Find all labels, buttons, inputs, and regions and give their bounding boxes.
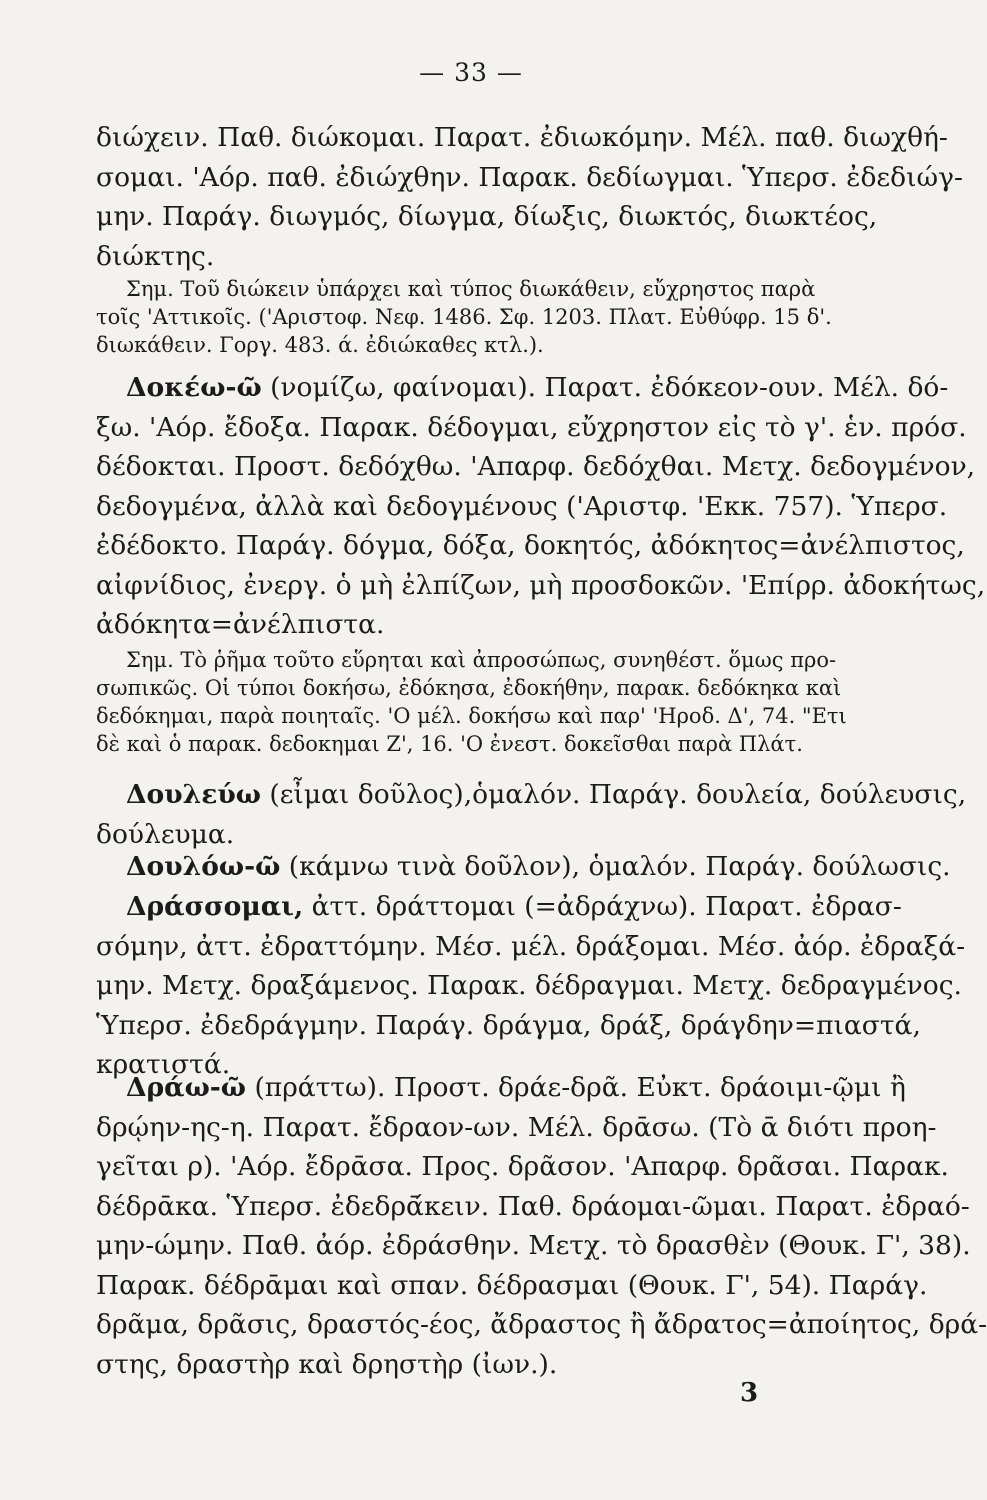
text-line (96, 487, 948, 527)
headword: Δουλόω-ῶ (126, 851, 281, 882)
text-line (96, 646, 836, 674)
text-line (96, 158, 963, 198)
headword: Δράω-ῶ (126, 1072, 247, 1103)
line-text: Σημ. Τοῦ διώκειν ὑπάρχει καὶ τύπος διωκάθειν, εὔχρηστος παρὰ (126, 277, 816, 301)
headword: Δουλεύω (126, 779, 261, 810)
text-line (96, 1266, 928, 1306)
text-line (96, 447, 976, 487)
note-paragraph (96, 275, 836, 359)
line-text: σωπικῶς. Οἱ τύποι δοκήσω, ἐδόκησα, ἐδοκήθην, παρακ. δεδόκηκα καὶ (96, 676, 842, 700)
line-text: κρατιστά. (96, 1049, 231, 1080)
text-line (96, 1305, 987, 1345)
line-text: διώκτης. (96, 240, 215, 272)
text-line (96, 605, 836, 645)
line-text: τοῖς 'Αττικοῖς. ('Αριστοφ. Νεφ. 1486. Σφ. 1203. Πλατ. Εὐθύφρ. 15 δ'. (96, 305, 832, 329)
entry-paragraph (96, 368, 986, 645)
signature-mark: 3 (740, 1378, 759, 1408)
line-text: αἰφνίδιος, ἐνεργ. ὁ μὴ ἐλπίζων, μὴ προσδοκῶν. 'Επίρρ. ἀδοκήτως, (96, 569, 986, 601)
line-text: δούλευμα. (96, 818, 235, 850)
text-line (96, 368, 949, 408)
line-text: δρῴην-ης-η. Παρατ. ἔδραον-ων. Μέλ. δρᾱσω. (Τὸ ᾱ διότι προη- (96, 1111, 937, 1143)
line-text: (νομίζω, φαίνομαι). Παρατ. ἐδόκεον-ουν. Μέλ. δό- (261, 372, 949, 403)
line-text: Ὑπερσ. ἐδεδράγμην. Παράγ. δράγμα, δράξ, δράγδην=πιαστά, (96, 1009, 921, 1041)
text-line (96, 118, 948, 158)
line-text: μην. Παράγ. διωγμός, δίωγμα, δίωξις, διωκτός, διωκτέος, (96, 201, 878, 232)
line-text: Σημ. Τὸ ῥῆμα τοῦτο εὕρηται καὶ ἀπροσώπως, συνηθέστ. ὅμως προ- (126, 648, 837, 672)
text-line (96, 566, 986, 606)
line-text: δεδογμένα, ἀλλὰ καὶ δεδογμένους ('Αριστφ. 'Εκκ. 757). Ὑπερσ. (96, 490, 948, 522)
line-text: (εἶμαι δοῦλος),ὁμαλόν. Παράγ. δουλεία, δούλευσις, (260, 779, 967, 810)
note-paragraph (96, 646, 847, 758)
text-line (96, 730, 836, 758)
text-line (96, 197, 878, 237)
text-line (96, 331, 836, 359)
line-text: δέδοκται. Προστ. δεδόχθω. 'Απαρφ. δεδόχθαι. Μετχ. δεδογμένον, (96, 451, 976, 482)
text-line (96, 847, 951, 887)
entry-paragraph (96, 118, 963, 276)
line-text: (πράττω). Προστ. δράε-δρᾶ. Εὐκτ. δράοιμι-ῷμι ἢ (246, 1072, 906, 1103)
text-line (96, 674, 842, 702)
text-line (96, 927, 966, 967)
text-line (96, 1187, 970, 1227)
line-text: δέδρᾱκα. Ὑπερσ. ἐδεδρᾱ́κειν. Παθ. δράομαι-ῶμαι. Παρατ. ἐδραό- (96, 1190, 970, 1222)
line-text: ἀδόκητα=ἀνέλπιστα. (96, 609, 385, 640)
text-line (96, 1226, 971, 1266)
line-text: δὲ καὶ ὁ παρακ. δεδοκημαι Ζ', 16. 'Ο ἐνεστ. δοκεῖσθαι παρὰ Πλάτ. (96, 732, 803, 756)
line-text: μην. Μετχ. δραξάμενος. Παρακ. δέδραγμαι. Μετχ. δεδραγμένος. (96, 970, 962, 1001)
line-text: δρᾶμα, δρᾶσις, δραστός-έος, ἄδραστος ἢ ἄδρατος=ἀποίητος, δρά- (96, 1309, 987, 1340)
text-line (96, 237, 836, 277)
text-line (96, 887, 902, 927)
entry-paragraph (96, 887, 966, 1085)
text-line (96, 702, 847, 730)
text-line (96, 775, 967, 815)
headword: Δοκέω-ῶ (126, 372, 262, 403)
text-line (96, 526, 965, 566)
text-line (96, 966, 962, 1006)
text-line (96, 303, 836, 331)
text-line (96, 1147, 949, 1187)
line-text: διώχειν. Παθ. διώκομαι. Παρατ. ἐδιωκόμην. Μέλ. παθ. διωχθή- (96, 122, 948, 153)
line-text: σόμην, ἀττ. ἐδραττόμην. Μέσ. μέλ. δράξομαι. Μέσ. ἀόρ. ἐδραξά- (96, 930, 966, 962)
line-text: ἀττ. δράττομαι (=ἀδράχνω). Παρατ. ἐδρασ- (303, 891, 902, 922)
page-number: — 33 — (419, 58, 523, 87)
text-line (96, 1108, 937, 1148)
text-line (96, 1006, 921, 1046)
headword: Δράσσομαι, (126, 891, 304, 922)
line-text: στης, δραστὴρ καὶ δρηστὴρ (ἰων.). (96, 1348, 558, 1380)
entry-paragraph (96, 1068, 987, 1384)
line-text: (κάμνω τινὰ δοῦλον), ὁμαλόν. Παράγ. δούλωσις. (280, 851, 951, 882)
line-text: σομαι. 'Αόρ. παθ. ἐδιώχθην. Παρακ. δεδίωγμαι. Ὑπερσ. ἐδεδιώγ- (96, 161, 963, 193)
line-text: γεῖται ρ). 'Αόρ. ἔδρᾱσα. Προς. δρᾶσον. 'Απαρφ. δρᾶσαι. Παρακ. (96, 1151, 949, 1182)
entry-paragraph (96, 775, 967, 854)
line-text: διωκάθειν. Γοργ. 483. ά. ἐδιώκαθες κτλ.). (96, 333, 544, 357)
line-text: ἐδέδοκτο. Παράγ. δόγμα, δόξα, δοκητός, ἀδόκητος=ἀνέλπιστος, (96, 530, 965, 561)
entry-paragraph (96, 847, 951, 887)
line-text: Παρακ. δέδρᾱμαι καὶ σπαν. δέδρασμαι (Θουκ. Γ', 54). Παράγ. (96, 1269, 928, 1301)
text-line (96, 408, 967, 448)
line-text: μην-ώμην. Παθ. ἀόρ. ἐδράσθην. Μετχ. τὸ δρασθὲν (Θουκ. Γ', 38). (96, 1230, 971, 1261)
text-line (96, 1345, 836, 1385)
line-text: ξω. 'Αόρ. ἔδοξα. Παρακ. δέδογμαι, εὔχρηστον εἰς τὸ γ'. ἑν. πρόσ. (96, 411, 967, 443)
text-line (96, 275, 836, 303)
line-text: δεδόκημαι, παρὰ ποιηταῖς. 'Ο μέλ. δοκήσω καὶ παρ' 'Ηροδ. Δ', 74. "Ετι (96, 704, 847, 728)
text-line (96, 1068, 906, 1108)
